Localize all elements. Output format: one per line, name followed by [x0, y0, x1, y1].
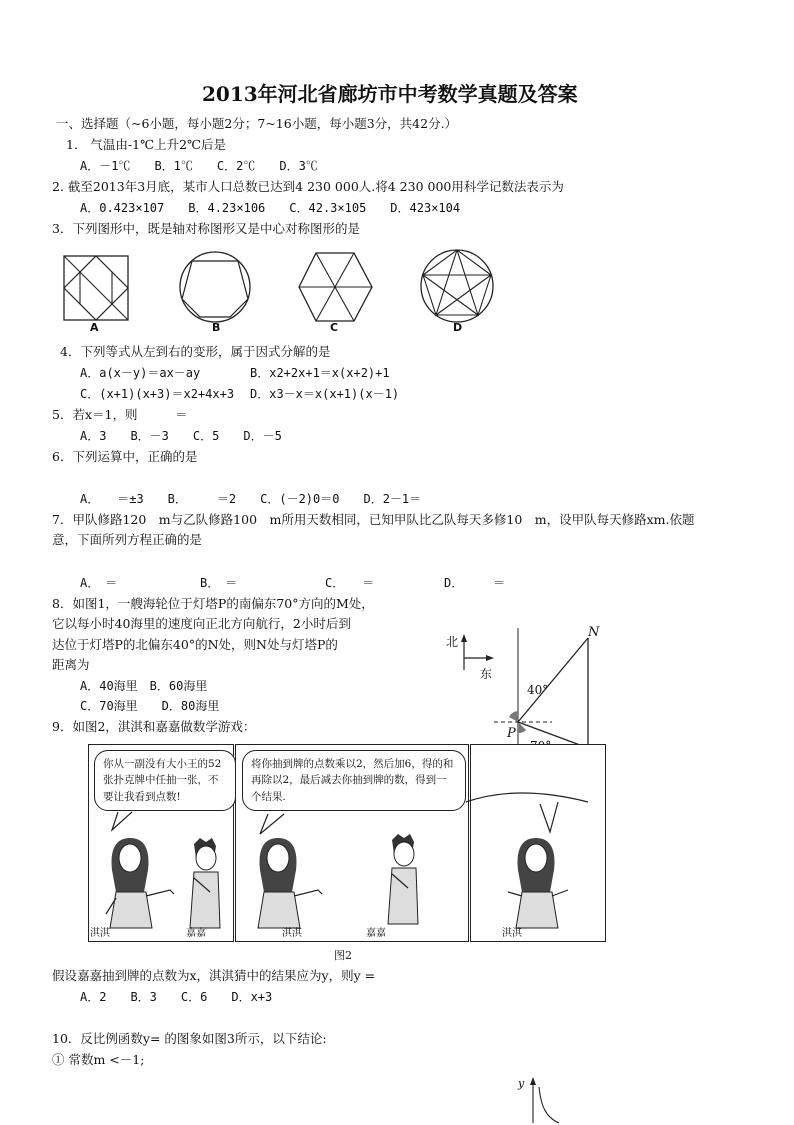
name-label-qiqi-3: 淇淇: [502, 928, 522, 939]
q3-label-a: A: [90, 321, 99, 334]
q7-option-a: A． ＝: [80, 576, 118, 590]
character-qiqi-2: [248, 832, 328, 932]
q4-option-c: C．(x+1)(x+3)＝x2+4x+3: [80, 387, 235, 401]
q4-option-d: D．x3－x＝x(x+1)(x－1): [250, 387, 400, 401]
name-label-qiqi-2: 淇淇: [282, 928, 302, 939]
q7-option-b: B． ＝: [200, 576, 238, 590]
name-label-jiajia-1: 嘉嘉: [186, 928, 206, 939]
q5-options: A．3 B．－3 C．5 D．－5: [80, 429, 282, 443]
fig2-caption: 图2: [334, 949, 352, 962]
q3-label-d: D: [453, 321, 463, 334]
q4-option-b: B．x2+2x+1＝x(x+2)+1: [250, 366, 390, 380]
speech-bubble-2: 将你抽到牌的点数乘以2，然后加6，得的和再除以2，最后减去你抽到牌的数，得到一个结果.: [242, 750, 466, 811]
fig1-east-label: 东: [480, 667, 493, 681]
q7-stem-line1: 7．甲队修路120 m与乙队修路100 m所用天数相同，已知甲队比乙队每天多修10 m，设甲队每天修路xm.依题: [52, 512, 695, 527]
q9-question: 假设嘉嘉抽到牌的点数为x，淇淇猜中的结果应为y，则y =: [52, 968, 376, 983]
page-title: 2013年河北省廊坊市中考数学真题及答案: [202, 82, 578, 106]
q6-options: A． ＝±3 B． ＝2 C．(－2)0＝0 D．2－1＝: [80, 492, 422, 506]
q10-stem: 10．反比例函数y= 的图象如图3所示，以下结论:: [52, 1031, 327, 1046]
q3-label-c: C: [330, 321, 339, 334]
q5-stem: 5．若x＝1，则 ＝: [52, 407, 188, 422]
q3-figure-b: [178, 250, 258, 330]
character-qiqi-3: [506, 832, 586, 932]
q7-stem-line2: 意，下面所列方程正确的是: [52, 532, 203, 547]
q3-figure-a: [63, 255, 133, 325]
fig1-north-label: 北: [446, 635, 459, 649]
name-label-jiajia-2: 嘉嘉: [366, 928, 386, 939]
q8-line3: 达位于灯塔P的北偏东40°的N处，则N处与灯塔P的: [52, 637, 338, 652]
q8-line2: 它以每小时40海里的速度向正北方向航行，2小时后到: [52, 616, 351, 631]
q4-option-a: A．a(x－y)＝ax－ay: [80, 366, 201, 380]
q8-line4: 距离为: [52, 657, 90, 672]
q1-options: A．－1℃ B．1℃ C．2℃ D．3℃: [80, 159, 318, 173]
q8-options-cd: C．70海里 D．80海里: [80, 699, 220, 713]
name-label-qiqi-1: 淇淇: [90, 928, 110, 939]
fig1-point-n: N: [588, 625, 600, 640]
character-jiajia-1: [180, 836, 230, 936]
q6-stem: 6．下列运算中，正确的是: [52, 449, 198, 464]
q7-option-c: C． ＝: [325, 576, 375, 590]
fig3-y-axis-label: y: [518, 1077, 525, 1090]
fig1-angle-40: 40°: [527, 683, 549, 697]
q1-stem: 1. 气温由-1℃上升2℃后是: [66, 137, 227, 152]
q8-line1: 8．如图1，一艘海轮位于灯塔P的南偏东70°方向的M处，: [52, 596, 374, 611]
fig1-point-p: P: [507, 726, 516, 741]
q9-stem: 9．如图2，淇淇和嘉嘉做数学游戏：: [52, 719, 256, 734]
q3-figure-d: [418, 248, 498, 328]
character-jiajia-2: [378, 832, 438, 932]
q2-options: A．0.423×107 B．4.23×106 C．42.3×105 D．423×104: [80, 201, 461, 215]
q4-stem: 4．下列等式从左到右的变形，属于因式分解的是: [60, 344, 331, 359]
q8-options-ab: A．40海里 B．60海里: [80, 679, 208, 693]
q2-stem: 2. 截至2013年3月底，某市人口总数已达到4 230 000人.将4 230 000用科学记数法表示为: [52, 179, 564, 194]
q3-figure-c: [298, 250, 378, 330]
q3-label-b: B: [212, 321, 221, 334]
section-heading: 一、选择题（~6小题，每小题2分；7~16小题，每小题3分，共42分.）: [56, 116, 458, 131]
speech-bubble-1: 你从一副没有大小王的52张扑克牌中任抽一张，不要让我看到点数!: [94, 750, 236, 811]
q7-option-d: D． ＝: [444, 576, 506, 590]
figure-2-comic: [88, 744, 606, 942]
q3-stem: 3．下列图形中，既是轴对称图形又是中心对称图形的是: [52, 221, 360, 236]
q10-item-1: ① 常数m <－1;: [52, 1052, 145, 1067]
character-qiqi-1: [100, 832, 180, 932]
q9-options: A．2 B．3 C．6 D．x+3: [80, 990, 273, 1004]
